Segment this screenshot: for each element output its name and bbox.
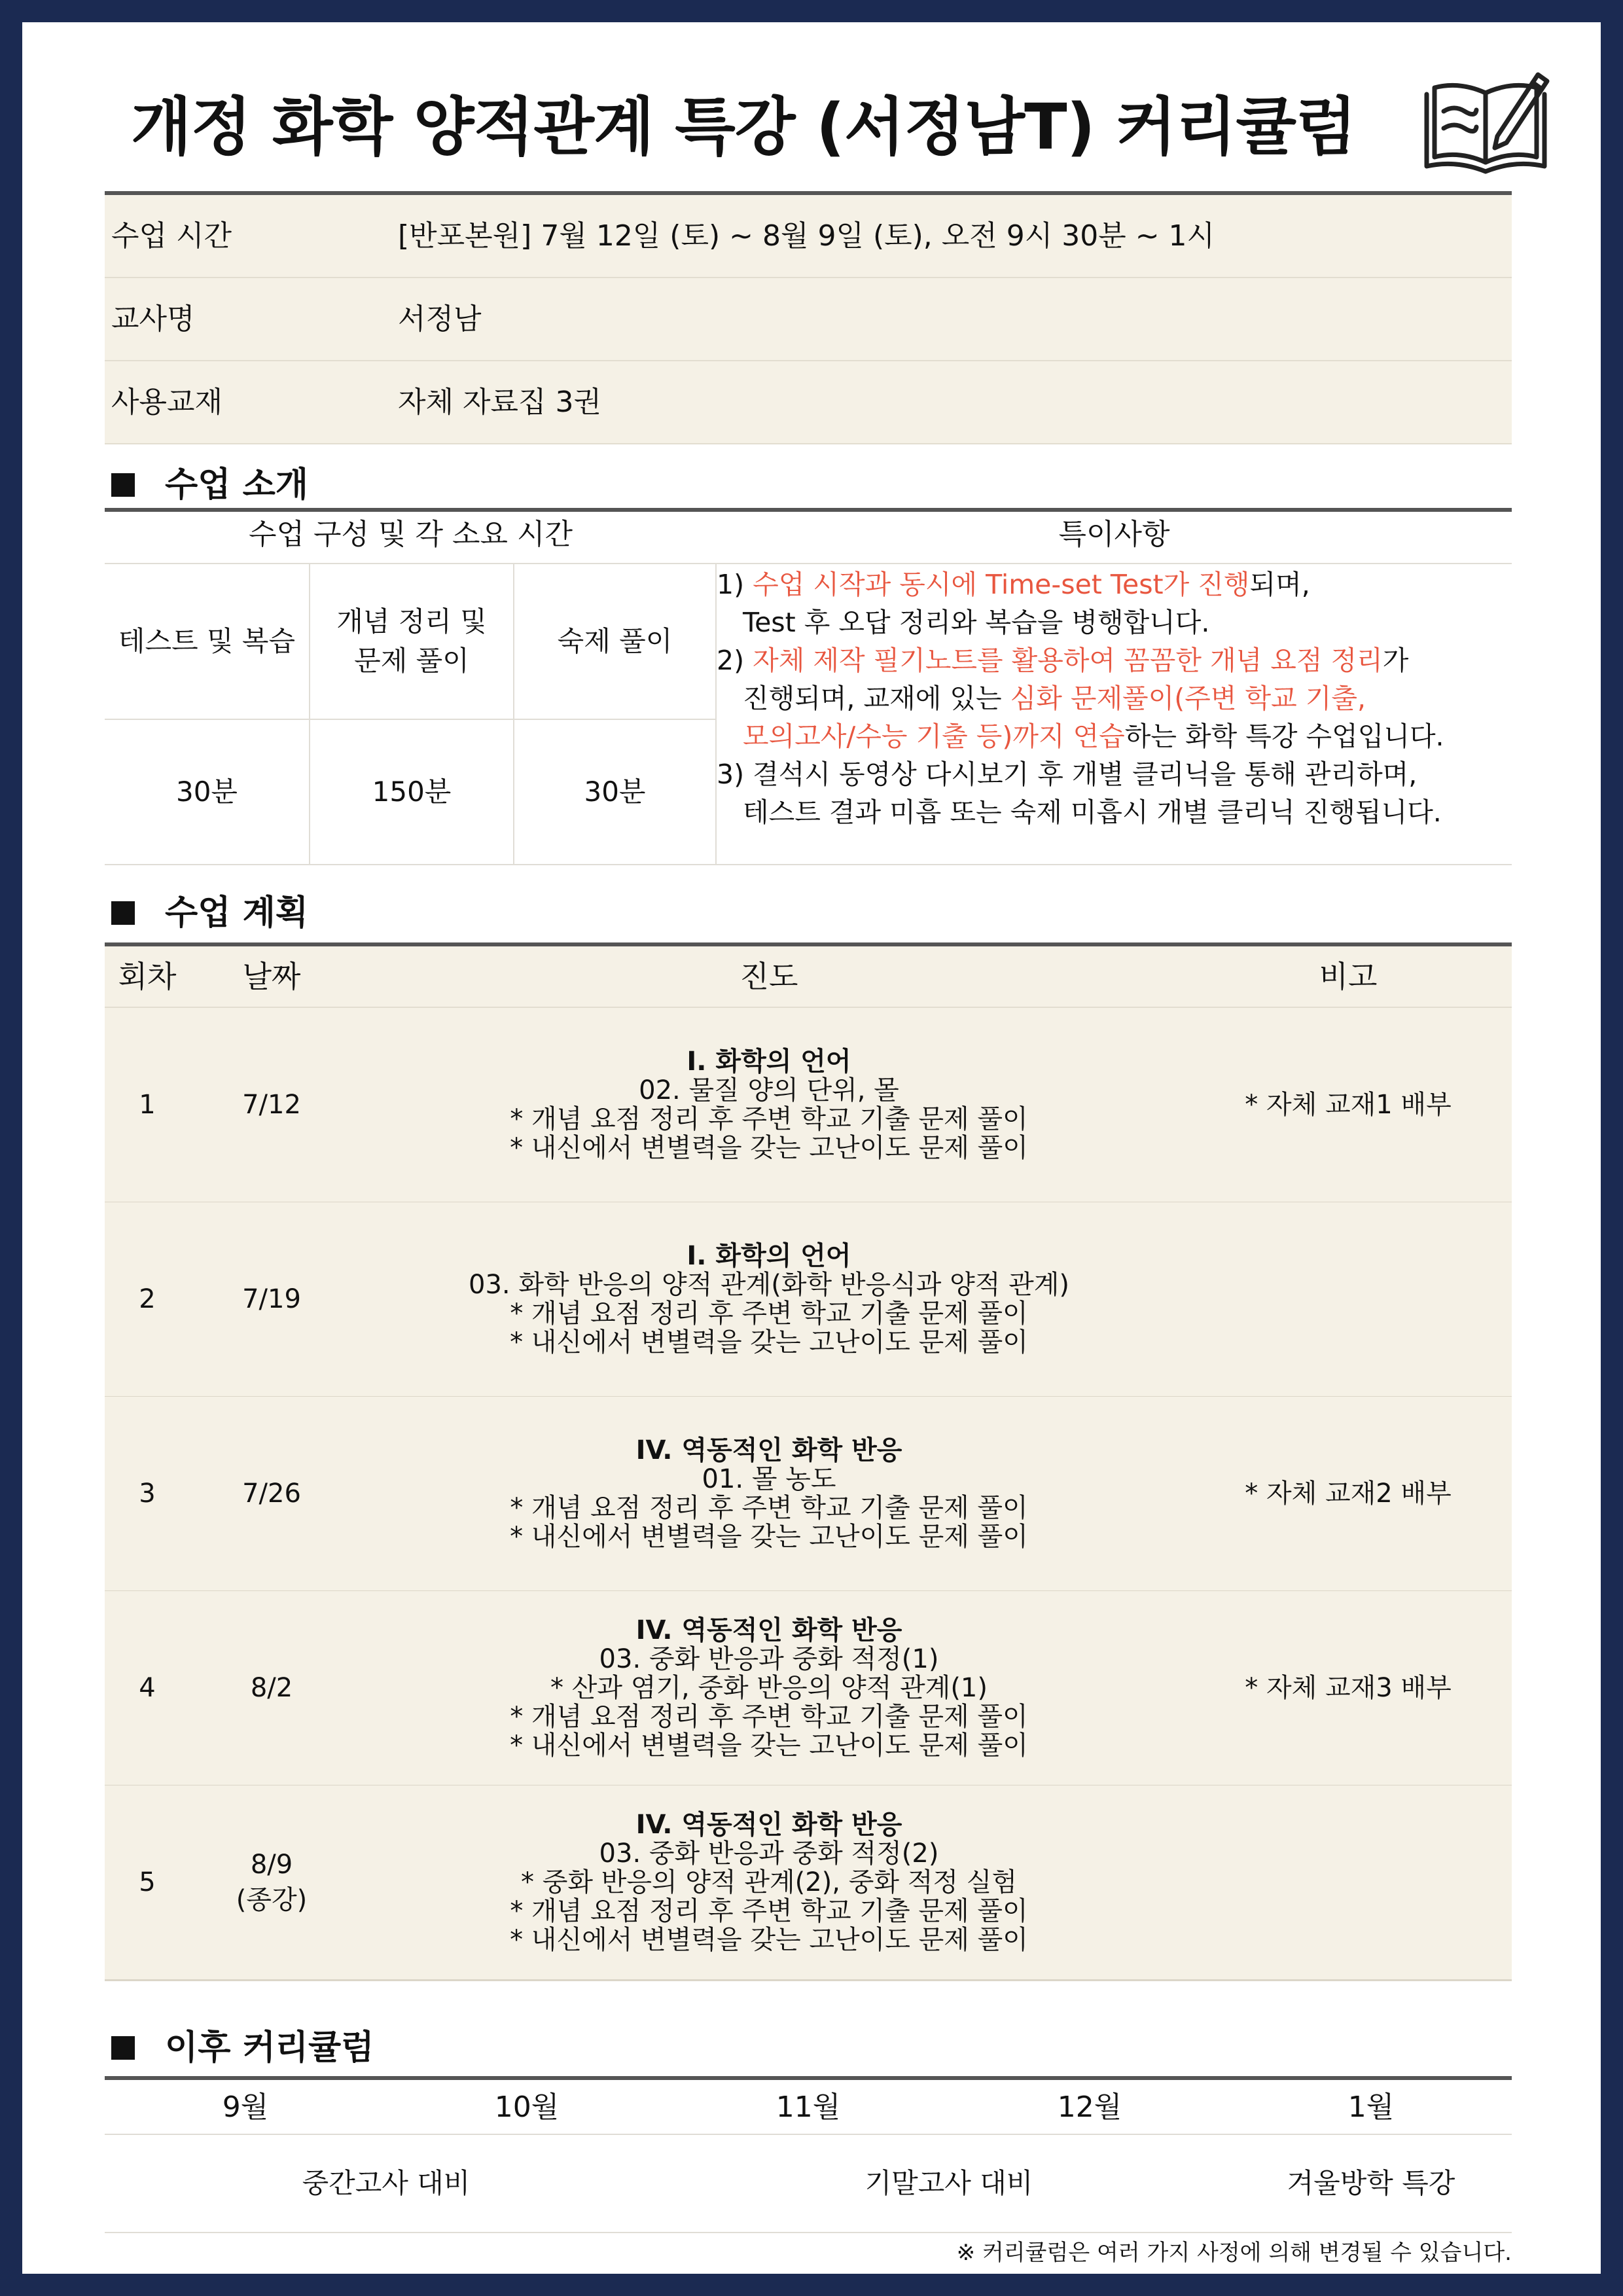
note-highlight: 수업 시작과 동시에 Time-set Test가 진행	[753, 569, 1250, 600]
progress-line: * 개념 요점 정리 후 주변 학교 기출 문제 풀이	[510, 1702, 1028, 1732]
progress-line: 02. 물질 양의 단위, 몰	[639, 1075, 899, 1105]
row-date: 7/26	[242, 1479, 301, 1509]
section-title: 이후 커리큘럼	[165, 2028, 374, 2068]
info-value: 서정남	[398, 302, 482, 336]
section-title: 수업 계획	[165, 893, 309, 933]
unit-title: I. 화학의 언어	[687, 1047, 851, 1077]
later-months-row	[105, 2081, 1512, 2135]
row-progress	[353, 1785, 1185, 1979]
curriculum-page	[22, 22, 1601, 2274]
plan-label: 중간고사 대비	[302, 2167, 471, 2199]
progress-line: * 개념 요점 정리 후 주변 학교 기출 문제 풀이	[510, 1493, 1028, 1523]
header-no: 회차	[118, 959, 177, 994]
divider	[105, 864, 1512, 865]
progress-line: 01. 몰 농도	[702, 1464, 836, 1494]
progress-line: * 개념 요점 정리 후 주변 학교 기출 문제 풀이	[510, 1104, 1028, 1134]
row-date-tag: (종강)	[236, 1885, 308, 1915]
row-progress	[353, 1008, 1185, 1202]
notes-header: 특이사항	[1058, 518, 1170, 551]
unit-title: I. 화학의 언어	[687, 1241, 851, 1271]
intro-table	[105, 507, 1512, 865]
row-note: * 자체 교재2 배부	[1245, 1479, 1452, 1509]
info-label: 사용교재	[111, 386, 223, 419]
component-name	[310, 564, 513, 719]
progress-line: * 내신에서 변별력을 갖는 고난이도 문제 풀이	[510, 1133, 1028, 1163]
note-text: 하는 화학 특강 수업입니다.	[1124, 721, 1444, 752]
row-note: * 자체 교재1 배부	[1245, 1090, 1452, 1120]
header-note: 비고	[1319, 959, 1378, 994]
row-progress	[353, 1591, 1185, 1785]
month-label: 1월	[1347, 2090, 1395, 2124]
section-heading-plan	[111, 890, 308, 936]
table-row	[105, 1202, 1512, 1398]
note-line	[717, 565, 1512, 603]
note-line	[717, 641, 1512, 679]
note-text: 되며,	[1249, 569, 1310, 600]
progress-line: 03. 화학 반응의 양적 관계(화학 반응식과 양적 관계)	[469, 1270, 1069, 1300]
section-heading-intro	[111, 462, 308, 508]
row-progress	[353, 1202, 1185, 1396]
progress-line: * 내신에서 변별력을 갖는 고난이도 문제 풀이	[510, 1522, 1028, 1552]
unit-title: IV. 역동적인 화학 반응	[635, 1435, 902, 1465]
component-time: 150분	[372, 776, 452, 808]
row-note: * 자체 교재3 배부	[1245, 1673, 1452, 1703]
page-title: 개정 화학 양적관계 특강 (서정남T) 커리큘럼	[131, 90, 1356, 164]
row-no: 5	[139, 1867, 156, 1897]
note-line: 테스트 결과 미흡 또는 숙제 미흡시 개별 클리닉 진행됩니다.	[743, 797, 1442, 828]
month-label: 11월	[776, 2090, 841, 2124]
row-note	[1185, 1785, 1512, 1979]
progress-line: * 내신에서 변별력을 갖는 고난이도 문제 풀이	[510, 1327, 1028, 1357]
component-time: 30분	[584, 776, 646, 808]
section-rule	[105, 2076, 1512, 2080]
month-label: 10월	[494, 2090, 560, 2124]
row-progress	[353, 1397, 1185, 1590]
month-label: 12월	[1057, 2090, 1122, 2124]
table-row	[105, 1008, 1512, 1204]
later-plans-row	[105, 2135, 1512, 2233]
note-text: 가	[1382, 645, 1409, 676]
row-date: 7/12	[242, 1090, 301, 1120]
component-name: 숙제 풀이	[557, 625, 673, 657]
component-time: 30분	[175, 776, 238, 808]
open-book-pen-icon	[1420, 68, 1551, 179]
note-highlight: 심화 문제풀이(주변 학교 기출,	[1010, 683, 1366, 714]
info-row-textbook	[105, 361, 1512, 444]
square-bullet-icon	[111, 901, 135, 925]
row-no: 2	[139, 1284, 156, 1314]
note-line	[717, 679, 1512, 717]
section-title: 수업 소개	[165, 465, 309, 505]
progress-line: 03. 중화 반응과 중화 적정(1)	[599, 1644, 939, 1674]
row-no: 4	[139, 1673, 156, 1703]
row-date: 7/19	[242, 1284, 301, 1314]
info-value: [반포본원] 7월 12일 (토) ~ 8월 9일 (토), 오전 9시 30분 ~ 1시	[398, 219, 1215, 253]
info-label: 수업 시간	[111, 219, 232, 253]
info-row-time	[105, 195, 1512, 278]
progress-line: 03. 중화 반응과 중화 적정(2)	[599, 1839, 939, 1869]
footnote: ※ 커리큘럼은 여러 가지 사정에 의해 변경될 수 있습니다.	[956, 2240, 1512, 2266]
row-note	[1185, 1202, 1512, 1396]
progress-line: * 개념 요점 정리 후 주변 학교 기출 문제 풀이	[510, 1896, 1028, 1926]
plan-table-header	[105, 946, 1512, 1008]
note-prefix: 2)	[717, 645, 753, 676]
component-name-line: 개념 정리 및	[336, 605, 487, 637]
note-prefix: 1)	[717, 569, 753, 600]
note-line	[717, 717, 1512, 755]
table-row	[105, 1397, 1512, 1592]
header-progress: 진도	[740, 959, 798, 994]
row-no: 1	[139, 1090, 156, 1120]
note-highlight: 자체 제작 필기노트를 활용하여 꼼꼼한 개념 요점 정리	[753, 645, 1383, 676]
plan-label: 겨울방학 특강	[1287, 2167, 1455, 2199]
note-line: Test 후 오답 정리와 복습을 병행합니다.	[743, 607, 1210, 638]
notes-list	[717, 565, 1512, 831]
progress-line: * 개념 요점 정리 후 주변 학교 기출 문제 풀이	[510, 1299, 1028, 1329]
progress-line: * 산과 염기, 중화 반응의 양적 관계(1)	[550, 1673, 988, 1703]
note-highlight: 모의고사/수능 기출 등)까지 연습	[743, 721, 1125, 752]
component-name: 테스트 및 복습	[118, 625, 296, 657]
progress-line: * 중화 반응의 양적 관계(2), 중화 적정 실험	[521, 1867, 1017, 1897]
row-date: 8/2	[250, 1673, 293, 1703]
note-line: 3) 결석시 동영상 다시보기 후 개별 클리닉을 통해 관리하며,	[717, 759, 1418, 790]
row-no: 3	[139, 1479, 156, 1509]
square-bullet-icon	[111, 473, 135, 497]
table-row	[105, 1785, 1512, 1981]
progress-line: * 내신에서 변별력을 갖는 고난이도 문제 풀이	[510, 1731, 1028, 1761]
plan-label: 기말고사 대비	[865, 2167, 1033, 2199]
header-date: 날짜	[242, 959, 301, 994]
composition-header: 수업 구성 및 각 소요 시간	[249, 518, 573, 551]
info-value: 자체 자료집 3권	[398, 386, 601, 419]
square-bullet-icon	[111, 2036, 135, 2060]
row-date-value: 8/9	[250, 1850, 293, 1880]
component-name-line: 문제 풀이	[354, 645, 469, 677]
unit-title: IV. 역동적인 화학 반응	[635, 1810, 902, 1840]
row-date	[190, 1785, 353, 1979]
month-label: 9월	[222, 2090, 269, 2124]
unit-title: IV. 역동적인 화학 반응	[635, 1615, 902, 1645]
info-label: 교사명	[111, 302, 195, 336]
table-row	[105, 1591, 1512, 1787]
section-heading-later	[111, 2025, 374, 2071]
note-text: 진행되며, 교재에 있는	[743, 683, 1010, 714]
info-row-teacher	[105, 278, 1512, 361]
progress-line: * 내신에서 변별력을 갖는 고난이도 문제 풀이	[510, 1925, 1028, 1955]
